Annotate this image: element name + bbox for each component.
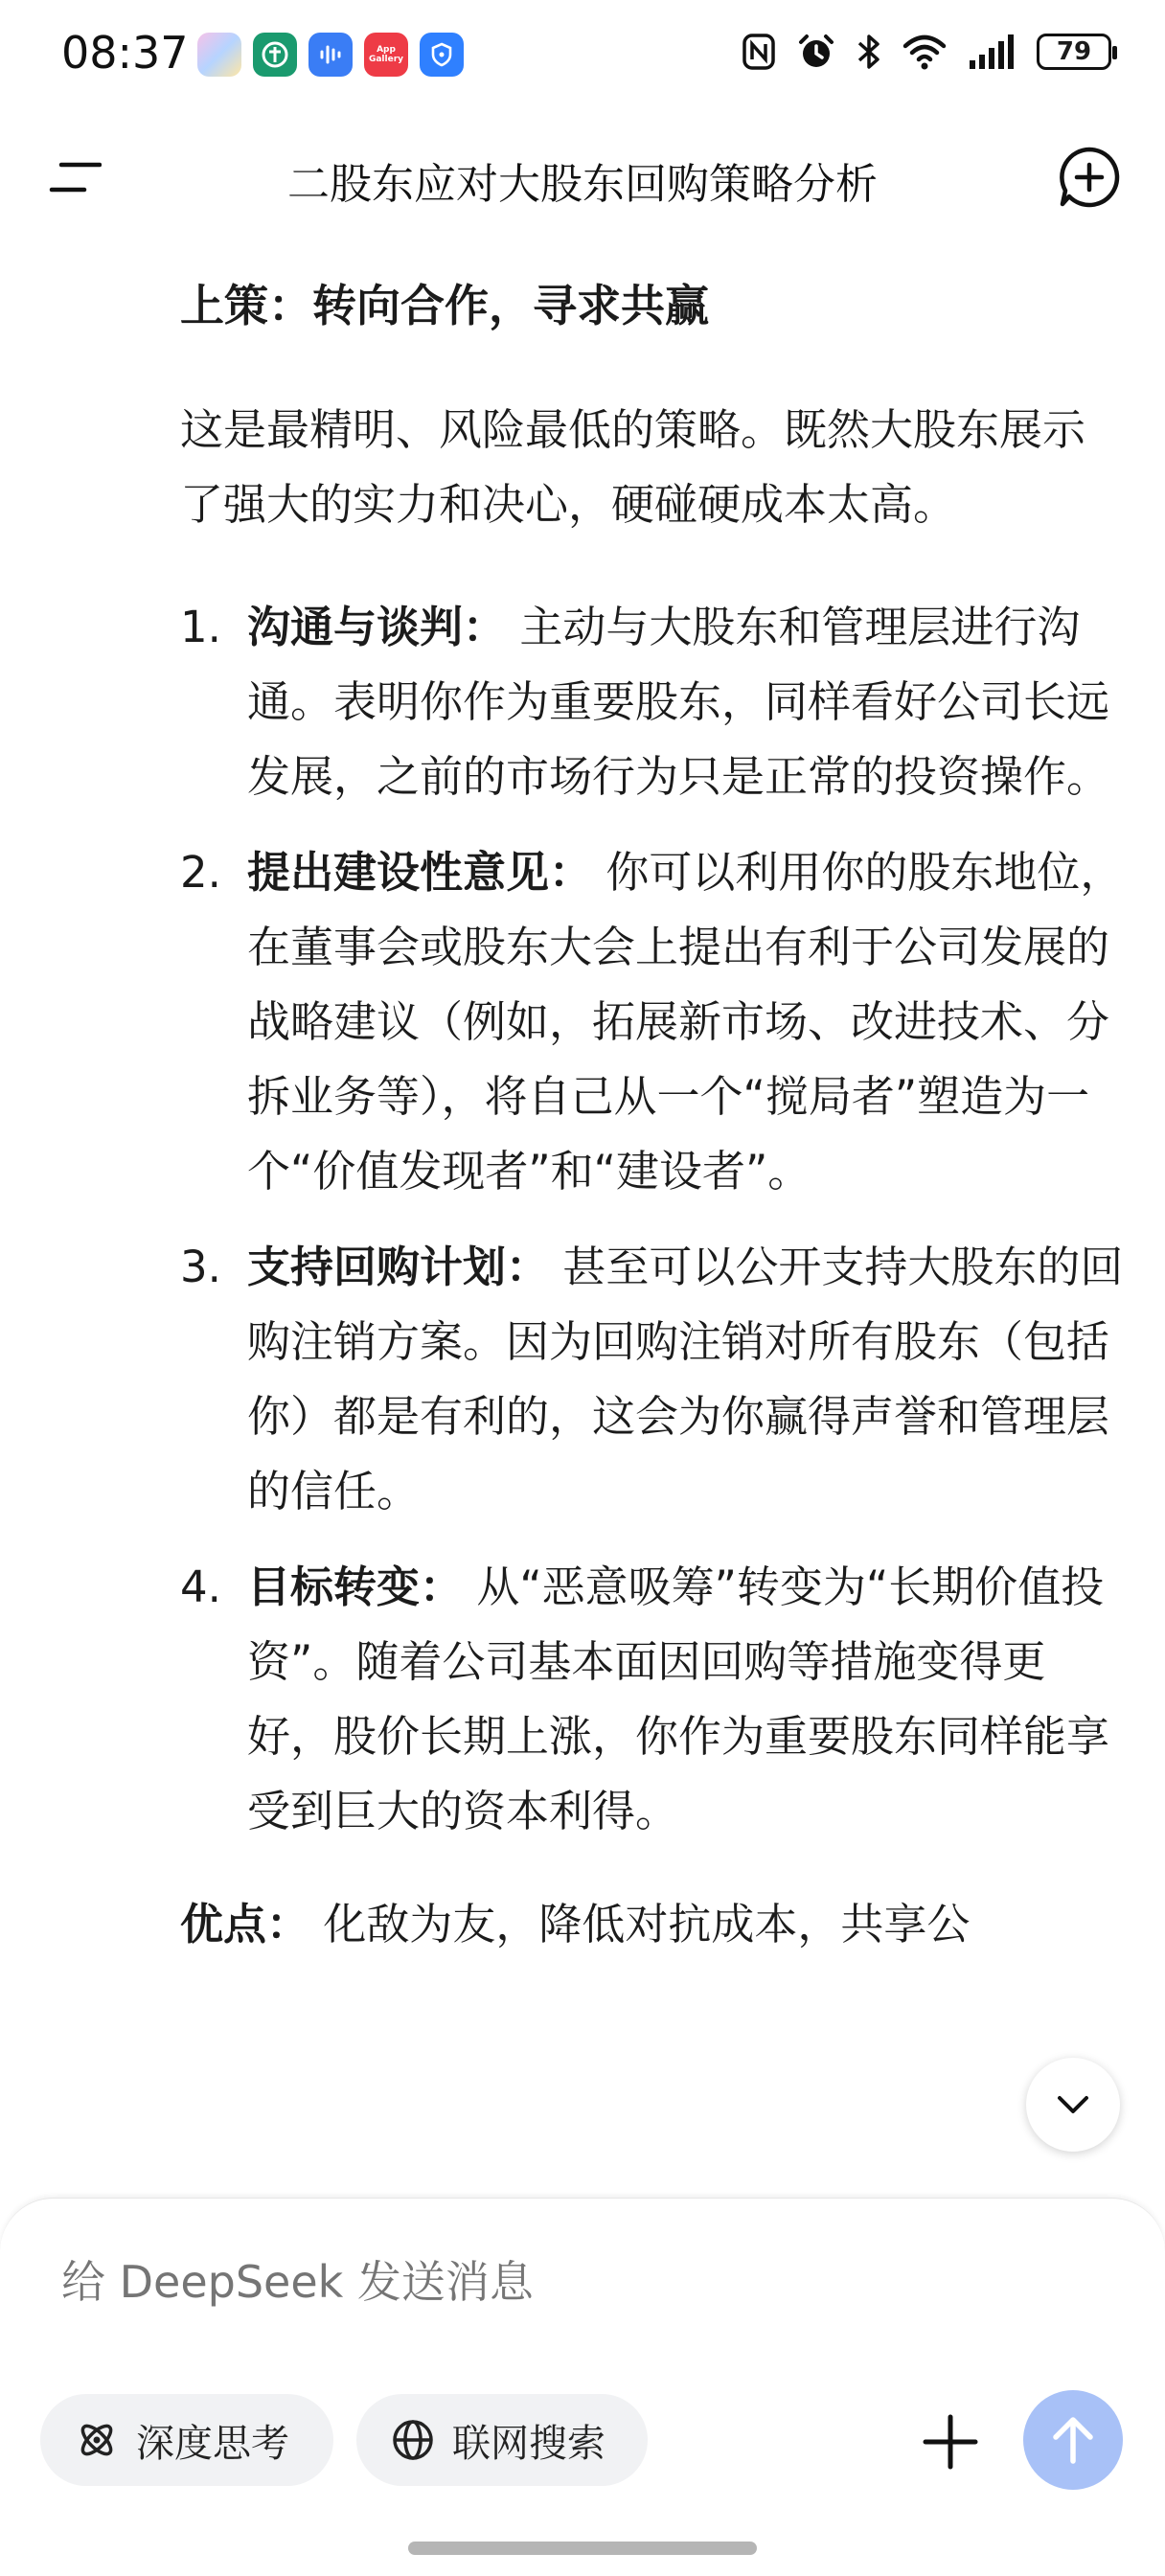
intro-paragraph: 这是最精明、风险最低的策略。既然大股东展示了强大的实力和决心，硬碰硬成本太高。 <box>180 404 1086 530</box>
list-item-text: 主动与大股东和管理层进行沟通。表明你作为重要股东，同样看好公司长远发展，之前的市场行为只是正常的投资操作。 <box>247 602 1110 802</box>
list-item-number: 4. <box>180 1562 221 1612</box>
web-search-toggle[interactable] <box>356 2394 648 2486</box>
flower-app-icon <box>197 33 241 77</box>
assistant-message <box>180 268 1124 1962</box>
chat-header <box>0 125 1165 230</box>
security-app-icon <box>420 33 464 77</box>
pros-label: 优点： <box>180 1899 310 1949</box>
list-item-number: 3. <box>180 1242 221 1292</box>
message-input[interactable] <box>61 2256 1019 2308</box>
battery-indicator: 79 <box>1037 34 1111 70</box>
scroll-to-bottom-button[interactable] <box>1026 2058 1120 2152</box>
notification-app-icons <box>197 33 464 77</box>
chevron-down-icon <box>1054 2093 1092 2116</box>
new-chat-icon <box>1058 146 1121 209</box>
add-attachment-button[interactable] <box>920 2411 981 2473</box>
nfc-icon <box>742 33 776 71</box>
deep-think-toggle[interactable] <box>40 2394 333 2486</box>
list-item-title: 目标转变： <box>247 1562 464 1612</box>
list-item <box>180 1550 1129 1849</box>
list-item-title: 支持回购计划： <box>247 1242 550 1292</box>
list-item-number: 2. <box>180 847 221 898</box>
list-item <box>180 1230 1129 1529</box>
web-search-label: 联网搜索 <box>452 2421 605 2466</box>
app-gallery-label: App Gallery <box>368 45 404 64</box>
alarm-icon <box>797 33 835 71</box>
list-item-text: 甚至可以公开支持大股东的回购注销方案。因为回购注销对所有股东（包括你）都是有利的，这会为你赢得声誉和管理层的信任。 <box>247 1242 1124 1516</box>
plus-icon <box>920 2411 981 2473</box>
status-time: 08:37 <box>61 27 189 79</box>
list-item-text: 从“恶意吸筹”转变为“长期价值投资”。随着公司基本面因回购等措施变得更好，股价长期上涨，你作为重要股东同样能享受到巨大的资本利得。 <box>247 1562 1110 1836</box>
home-indicator[interactable] <box>408 2542 757 2555</box>
bluetooth-icon <box>857 33 881 71</box>
pros-text: 化敌为友，降低对抗成本，共享公 <box>309 1899 971 1949</box>
send-button[interactable] <box>1023 2390 1123 2490</box>
status-bar <box>0 0 1165 115</box>
app-gallery-icon <box>364 33 408 77</box>
list-item-title: 沟通与谈判： <box>247 602 507 652</box>
deep-think-label: 深度思考 <box>136 2421 289 2466</box>
voice-app-icon <box>308 33 353 77</box>
chat-title: 二股东应对大股东回购策略分析 <box>287 160 878 209</box>
globe-icon <box>391 2418 435 2462</box>
list-item-text: 你可以利用你的股东地位，在董事会或股东大会上提出有利于公司发展的战略建议（例如，拓展新市场、改进技术、分拆业务等），将自己从一个“搅局者”塑造为一个“价值发现者”和“建设者”。 <box>247 847 1124 1197</box>
pros-line <box>180 1887 1119 1962</box>
atom-icon <box>75 2418 119 2462</box>
section-heading: 上策：转向合作，寻求共赢 <box>180 280 709 331</box>
arrow-up-icon <box>1050 2415 1096 2465</box>
message-composer <box>0 2198 1165 2576</box>
list-item <box>180 835 1129 1209</box>
signal-icon <box>968 34 1016 70</box>
list-item-title: 提出建设性意见： <box>247 847 593 898</box>
wifi-icon <box>902 33 947 71</box>
new-chat-button[interactable] <box>1058 146 1121 209</box>
list-item <box>180 590 1129 814</box>
status-indicators <box>742 33 1111 71</box>
list-item-number: 1. <box>180 602 221 652</box>
bank-app-icon <box>253 33 297 77</box>
strategy-list <box>180 590 1124 1849</box>
